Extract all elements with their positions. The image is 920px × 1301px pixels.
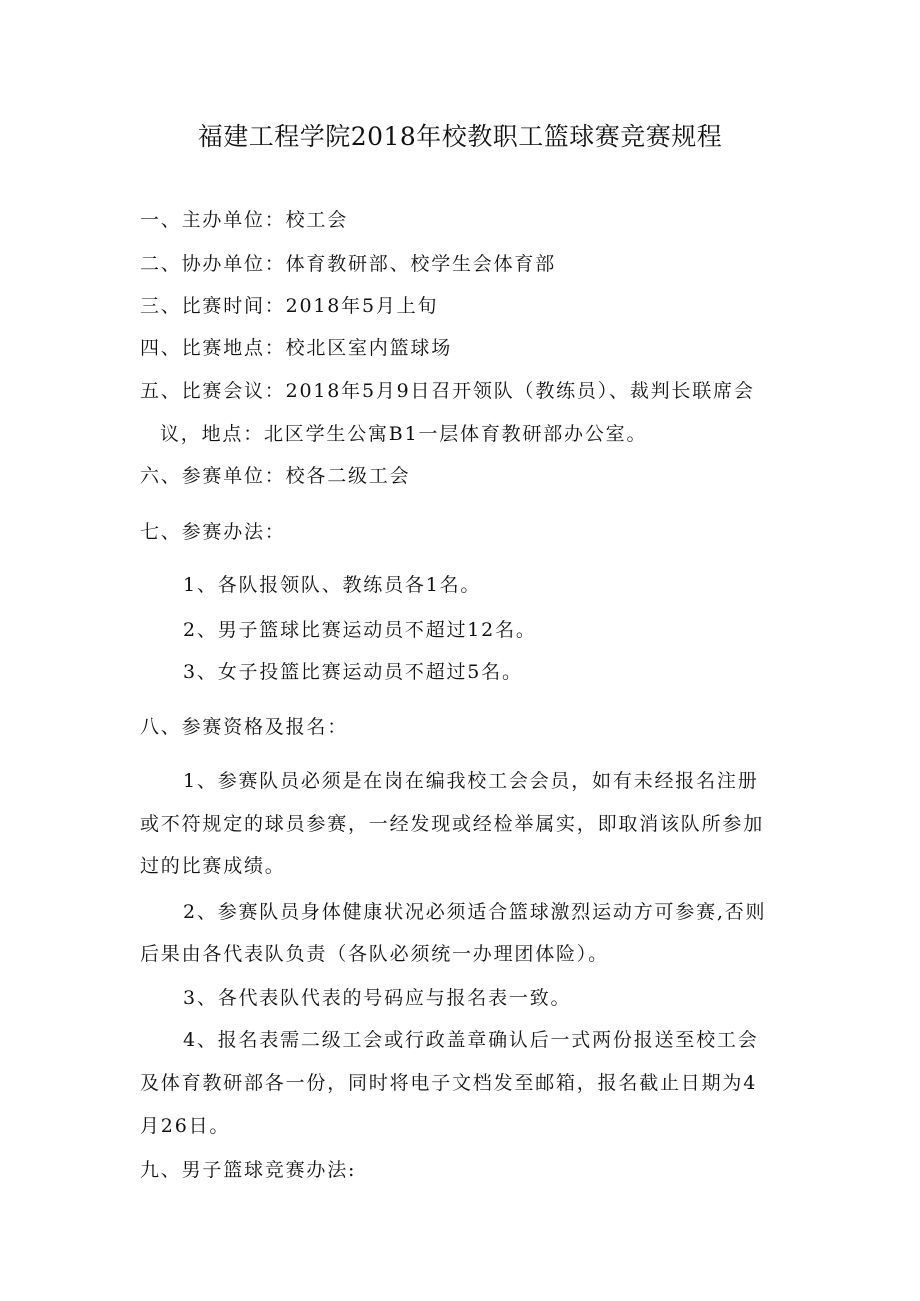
eligibility-item-1: 1、参赛队员必须是在岗在编我校工会会员，如有未经报名注册 — [183, 770, 759, 792]
section-participants: 六、参赛单位：校各二级工会 — [140, 465, 411, 487]
method-item-1: 1、各队报领队、教练员各1名。 — [183, 574, 482, 596]
section-method-heading: 七、参赛办法： — [140, 521, 286, 543]
eligibility-item-1-cont: 或不符规定的球员参赛，一经发现或经检举属实，即取消该队所参加 — [140, 813, 765, 835]
eligibility-item-4: 4、报名表需二级工会或行政盖章确认后一式两份报送至校工会 — [183, 1029, 759, 1051]
section-host: 一、主办单位：校工会 — [140, 209, 349, 231]
eligibility-item-4-cont: 及体育教研部各一份，同时将电子文档发至邮箱，报名截止日期为4 — [140, 1072, 758, 1094]
section-mens-rules-heading: 九、男子篮球竞赛办法: — [140, 1159, 357, 1181]
eligibility-item-2: 2、参赛队员身体健康状况必须适合篮球激烈运动方可参赛,否则 — [183, 901, 767, 923]
section-co-host: 二、协办单位：体育教研部、校学生会体育部 — [140, 253, 557, 275]
section-eligibility-heading: 八、参赛资格及报名： — [140, 716, 349, 738]
eligibility-item-3: 3、各代表队代表的号码应与报名表一致。 — [183, 987, 572, 1009]
section-time: 三、比赛时间：2018年5月上旬 — [140, 295, 439, 317]
method-item-3: 3、女子投篮比赛运动员不超过5名。 — [183, 661, 523, 683]
eligibility-item-4-cont2: 月26日。 — [140, 1115, 231, 1137]
section-venue: 四、比赛地点：校北区室内篮球场 — [140, 337, 453, 359]
section-meeting: 五、比赛会议：2018年5月9日召开领队（教练员）、裁判长联席会 — [140, 380, 755, 402]
section-meeting-cont: 议，地点：北区学生公寓B1一层体育教研部办公室。 — [160, 423, 648, 445]
method-item-2: 2、男子篮球比赛运动员不超过12名。 — [183, 619, 537, 641]
page-title: 福建工程学院2018年校教职工篮球赛竞赛规程 — [197, 122, 723, 151]
eligibility-item-1-cont2: 过的比赛成绩。 — [140, 855, 286, 877]
eligibility-item-2-cont: 后果由各代表队负责（各队必须统一办理团体险）。 — [140, 943, 609, 965]
